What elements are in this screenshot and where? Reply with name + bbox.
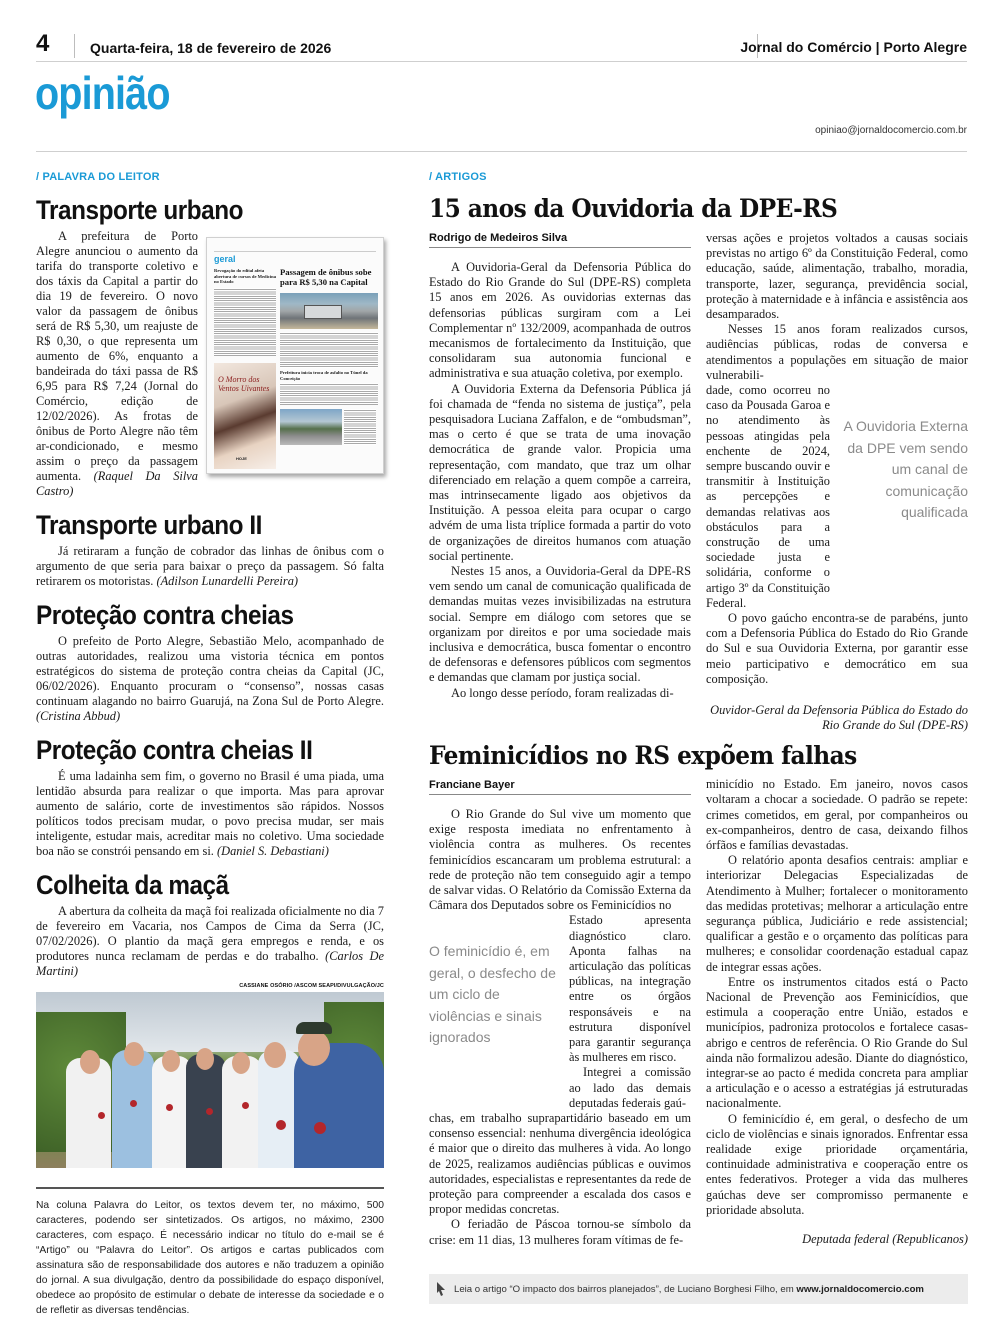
letter-text: A abertura da colheita da maçã foi realizada oficialmente no dia 7 de fevereiro em Vacaria, nos Campos de Cima da Serra (JC, 07/02/2026). O plantio da maçã gera empregos e renda, e os produtores nunca reclamam de perdas e do trabalho.	[36, 904, 384, 963]
letter	[36, 229, 384, 499]
article-column	[429, 807, 691, 913]
letter-body	[36, 769, 384, 859]
read-more-link[interactable]: www.jornaldocomercio.com	[796, 1283, 924, 1295]
paragraph: O feminicídio é, em geral, o desfecho de um ciclo de violências e sinais ignorados. Enfrentar essa realidade exige prioridade orçamentária, continuidade administrativa e cooperação entre os entes federativos. Proteger a vida das mulheres gaúchas deve ser compromisso permanente e prioridade absoluta.	[706, 1111, 968, 1217]
paragraph: minicídio no Estado. Em janeiro, novos casos voltaram a chocar a sociedade. O padrão se repete: crimes cometidos, em geral, por companheiros ou ex-companheiros, dentro de casa, deixando filhos órfãos e famílias devastadas.	[706, 777, 968, 852]
thumbnail-headline: Passagem de ônibus sobe para R$ 5,30 na Capital	[280, 267, 372, 287]
page-number: 4	[36, 30, 50, 57]
article-column-narrow	[706, 383, 830, 611]
letter-body	[36, 544, 384, 589]
letter-text: A prefeitura de Porto Alegre anunciou o aumento da tarifa do transporte coletivo e dos táxis da Capital a partir do dia 19 de fevereiro. O novo valor da passagem de ônibus será de R$ 5,30, um reajuste de R$ 0,30, o que representa um aumento de 6%, enquanto a bandeirada do táxi passa de R$ 6,95 para R$ 7,24 (Jornal do Comércio, edição de 12/02/2026). As frotas de ônibus de Porto Alegre não têm ar-condicionado, e mesmo assim o preço da passagem aumenta.	[36, 229, 198, 483]
person	[112, 1050, 154, 1168]
thumbnail-left-column	[214, 268, 276, 356]
paragraph: chas, em trabalho suprapartidário baseado em um consenso essencial: nenhuma divergência ideológica é maior que o direito das mulheres à vida. Ao longo de 2025, realizamos audiências públicas e ouvimos autoridades, especialistas e representantes da rede de proteção para compreender a escalada dos casos e propor medidas concretas.	[429, 1110, 691, 1217]
newspaper-name: Jornal do Comércio | Porto Alegre	[740, 39, 967, 55]
thumbnail-movie-ad	[214, 363, 276, 469]
apple	[130, 1100, 137, 1107]
letter-title: Transporte urbano	[36, 195, 244, 225]
apple	[206, 1108, 213, 1115]
cap	[296, 1022, 332, 1034]
section-title: opinião	[35, 67, 170, 119]
letter-title: Colheita da maçã	[36, 870, 229, 900]
thumbnail-street-photo	[280, 409, 342, 445]
paragraph: Ao longo desse período, foram realizadas di-	[451, 685, 674, 700]
author-signature: Deputada federal (Republicanos)	[802, 1231, 968, 1246]
person-head	[298, 1030, 330, 1066]
submission-guidelines: Na coluna Palavra do Leitor, os textos devem ter, no máximo, 500 caracteres, podendo ser sintetizados. Os artigos, no máximo, 2300 caracteres, com espaço. É necessário indicar no título do e-mail se é “Artigo” ou “Palavra do Leitor”. Os artigos e cartas publicados com assinatura são de responsabilidade dos autores e não traduzem a opinião do jornal. A sua divulgação, dentro da possibilidade do espaço disponível, obedece ao propósito de estimular o debate de interesse da sociedade e o de refletir as diversas tendências.	[36, 1200, 384, 1316]
article-column	[706, 611, 968, 687]
letter-title: Proteção contra cheias II	[36, 735, 313, 765]
cursor-arrow-icon	[436, 1282, 446, 1296]
pullquote-split	[429, 913, 691, 1111]
letter	[36, 734, 384, 859]
letter-body	[36, 229, 198, 499]
letter-body	[36, 634, 384, 724]
paragraph: O Rio Grande do Sul vive um momento que exige resposta imediata no enfrentamento à violência contra as mulheres. Os recentes feminicídios escancaram um problema estrutural: a rede de proteção não tem conseguido agir a tempo de salvar vidas. O Relatório da Comissão Externa da Câmara dos Deputados sobre os Feminicídios no	[429, 806, 691, 913]
letter-text: É uma ladainha sem fim, o governo no Brasil é uma piada, uma lentidão absurda para realizar o que importa. Mas para aprovar aumento de salário, corte de investimentos são rápidos. Nossos políticos todos precisam mudar, o povo precisa mudar, ser mais inteligente, estudar mais, acreditar mais no coletivo. Uma sociedade boa não se constrói pensando em si.	[36, 769, 384, 858]
letter	[36, 869, 384, 979]
paragraph: Estado apresenta diagnóstico claro. Aponta falhas na articulação das políticas públicas, na integração entre os órgãos responsáveis e na estrutura disponível para garantir segurança às mulheres em risco.	[569, 913, 691, 1065]
person-head	[264, 1042, 286, 1068]
paragraph: A Ouvidoria-Geral da Defensoria Pública do Estado do Rio Grande do Sul (DPE-RS) completa 15 anos em 2026. As ouvidorias externas das defensorias públicas surgiram com a Lei Complementar nº 132/2009, acompanhada de outros mecanismos de fortalecimento da Instituição, que consolidaram sua autonomia funcional e administrativa e sua atuação coletiva, por exemplo.	[429, 260, 691, 381]
thumbnail-text-lines	[280, 383, 378, 405]
paragraph: dade, como ocorreu no caso da Pousada Garoa e no atendimento às pessoas atingidas pela enchente de 2024, sempre buscando ouvir e transmitir à Instituição as percepções e demandas relativas aos obstáculos para a construção de uma sociedade justa e solidária, conforme o artigo 3º da Constituição Federal.	[706, 383, 830, 610]
paragraph: Integrei a comissão ao lado das demais deputadas federais gaú-	[569, 1065, 691, 1110]
pullquote-split	[706, 383, 968, 611]
paragraph: versas ações e projetos voltados a causas sociais previstas no artigo 6º da Constituição Federal, como educação, saúde, alimentação, trabalho, moradia, transporte, lazer, segurança, previdência social, proteção à maternidade e à infância e assistência aos desamparados.	[706, 231, 968, 322]
article-column	[429, 260, 691, 701]
thumbnail-right-column	[280, 268, 378, 449]
article-byline: Rodrigo de Medeiros Silva	[429, 232, 691, 248]
thumbnail-text-lines	[214, 288, 276, 356]
kicker-artigos: / ARTIGOS	[429, 171, 487, 183]
newspaper-page-thumbnail	[206, 237, 384, 474]
letter-author: (Adilson Lunardelli Pereira)	[156, 574, 299, 588]
kicker-palavra-do-leitor: / PALAVRA DO LEITOR	[36, 171, 160, 183]
section-email[interactable]: opiniao@jornaldocomercio.com.br	[815, 125, 967, 136]
person-head	[80, 1050, 100, 1074]
issue-date: Quarta-feira, 18 de fevereiro de 2026	[90, 40, 332, 56]
thumbnail-text-lines	[344, 409, 376, 445]
article-column	[429, 1111, 691, 1248]
letter	[36, 509, 384, 589]
letter	[36, 599, 384, 724]
letter-author: (Daniel S. Debastiani)	[217, 844, 329, 858]
reader-letters	[36, 194, 384, 1168]
read-more-text: Leia o artigo “O impacto dos bairros planejados”, de Luciano Borghesi Filho, em	[454, 1283, 794, 1295]
paragraph: Nestes 15 anos, a Ouvidoria-Geral da DPE-RS vem sendo um canal de comunicação qualificada de demandas muitas vezes invisibilizadas na estrutura social. Sempre em diálogo com setores que se organizam por direitos e por uma sociedade mais inclusiva e democrática, busca fomentar o encontro de defensoras e defensores públicos com segmentos e demandas que clamam por justiça social.	[429, 564, 691, 685]
read-more-bar[interactable]	[429, 1274, 968, 1304]
bus-shape	[304, 305, 342, 319]
thumbnail-topbar	[214, 244, 376, 252]
footer-rule	[36, 1187, 384, 1189]
author-signature: Ouvidor-Geral da Defensoria Pública do Estado do Rio Grande do Sul (DPE-RS)	[710, 703, 968, 733]
paragraph: Entre os instrumentos citados está o Pacto Nacional de Prevenção aos Feminicídios, que estimula a cooperação entre União, estados e municípios, padroniza protocolos e fortalece casas-abrigo e centros de referência. O Rio Grande do Sul ainda não formalizou adesão. Diante do diagnóstico, integrar-se ao pacto é medida concreta para ampliar a articulação e o acesso a estratégias já estruturadas nacionalmente.	[706, 974, 968, 1111]
letter-text: O prefeito de Porto Alegre, Sebastião Melo, acompanhado de outras autoridades, realizou uma vistoria técnica em pontos estratégicos do sistema de proteção contra cheias da Capital (JC, 06/02/2026). Enquanto procuram o “consenso”, nossas casas continuam alagando no bairro Guarujá, na Zona Sul de Porto Alegre.	[36, 634, 384, 708]
person-head	[124, 1042, 144, 1066]
apple-harvest-photo	[36, 992, 384, 1168]
paragraph: O povo gaúcho encontra-se de parabéns, junto com a Defensoria Pública do Estado do Rio Grande do Sul e sua Ouvidoria Externa, por garantir esse meio participativo e democrático em sua composição.	[706, 611, 968, 686]
photo-credit: CASSIANE OSÓRIO /ASCOM SEAPI/DIVULGAÇÃO/JC	[239, 983, 384, 989]
thumbnail-ad-title: O Morro dos Ventos Uivantes	[218, 375, 270, 393]
letter-author: (Raquel Da Silva Castro)	[36, 469, 198, 498]
letter-author: (Carlos De Martini)	[36, 949, 384, 978]
thumbnail-small-headline: Revogação do edital afeta abertura de cursos de Medicina no Estado	[214, 268, 277, 284]
article-title: 15 anos da Ouvidoria da DPE-RS	[429, 194, 838, 223]
person-head	[196, 1048, 214, 1070]
apple	[166, 1104, 173, 1111]
thumbnail-bus-photo	[280, 293, 378, 329]
apple	[314, 1122, 326, 1134]
letter-title: Transporte urbano II	[36, 510, 262, 540]
thumbnail-text-lines	[280, 332, 378, 368]
apple	[276, 1120, 286, 1130]
person-head	[162, 1050, 180, 1072]
article-column	[706, 231, 968, 383]
article-title: Feminicídios no RS expõem falhas	[429, 740, 857, 770]
article-column	[706, 777, 968, 1218]
person-head	[232, 1052, 250, 1074]
thumbnail-section: geral	[214, 254, 236, 264]
paragraph: O relatório aponta desafios centrais: ampliar e interiorizar Delegacias Especializadas de Atendimento à Mulher; fortalecer o monitoramento das medidas protetivas; melhorar a articulação entre segurança pública, Judiciário e rede assistencial; qualificar a gestão e o orçamento das políticas para mulheres; e consolidar coordenação estadual capaz de integrar essas ações.	[706, 853, 968, 974]
articles-column-b	[706, 231, 968, 1247]
apple	[98, 1112, 105, 1119]
letter-text: Já retiraram a função de cobrador das linhas de ônibus com o argumento de que seria para baixar o preço da passagem. Só falta retirarem os motoristas.	[36, 544, 384, 588]
paragraph: A Ouvidoria Externa da Defensoria Pública já foi chamada de “fenda no sistema de justiça”, pela pesquisadora Luciana Zaffalon, e de “ombudsman”, mas o certo é que se trata de uma inovação democrática de grande valor. Propicia uma representação, com mandato, que traz um olhar diferenciado em relação a quem compõe a carreira, mas intrinsecamente ligado aos objetivos da Instituição. A pessoa eleita para ocupar o cargo advém de uma lista tríplice formada a partir do voto de organizações de direitos humanos com atuação social pertinente.	[429, 381, 691, 563]
letter-title: Proteção contra cheias	[36, 600, 294, 630]
thumbnail-mid-headline: Prefeitura inicia troca de asfalto no Túnel da Conceição	[280, 370, 368, 381]
paragraph: O feriadão de Páscoa tornou-se símbolo da crise: em 11 dias, 13 mulheres foram vítimas de fe-	[429, 1217, 691, 1247]
section-rule	[36, 151, 967, 152]
paragraph: Nesses 15 anos foram realizados cursos, audiências públicas, rodas de conversa e atendimentos a populações em situação de maior vulnerabili-	[706, 322, 968, 382]
apple	[242, 1102, 249, 1109]
pull-quote: O feminicídio é, em geral, o desfecho de um ciclo de violências e sinais ignorados	[429, 943, 556, 1046]
article-column-narrow	[569, 913, 691, 1111]
pull-quote: A Ouvidoria Externa da DPE vem sendo um canal de comunicação qualificada	[843, 418, 968, 521]
header-rule	[36, 61, 967, 62]
article-byline: Franciane Bayer	[429, 779, 691, 795]
thumbnail-ad-footer: HOJE	[236, 456, 247, 461]
letter-author: (Cristina Abbud)	[36, 709, 121, 723]
letter-body	[36, 904, 384, 979]
header-divider	[74, 34, 75, 58]
